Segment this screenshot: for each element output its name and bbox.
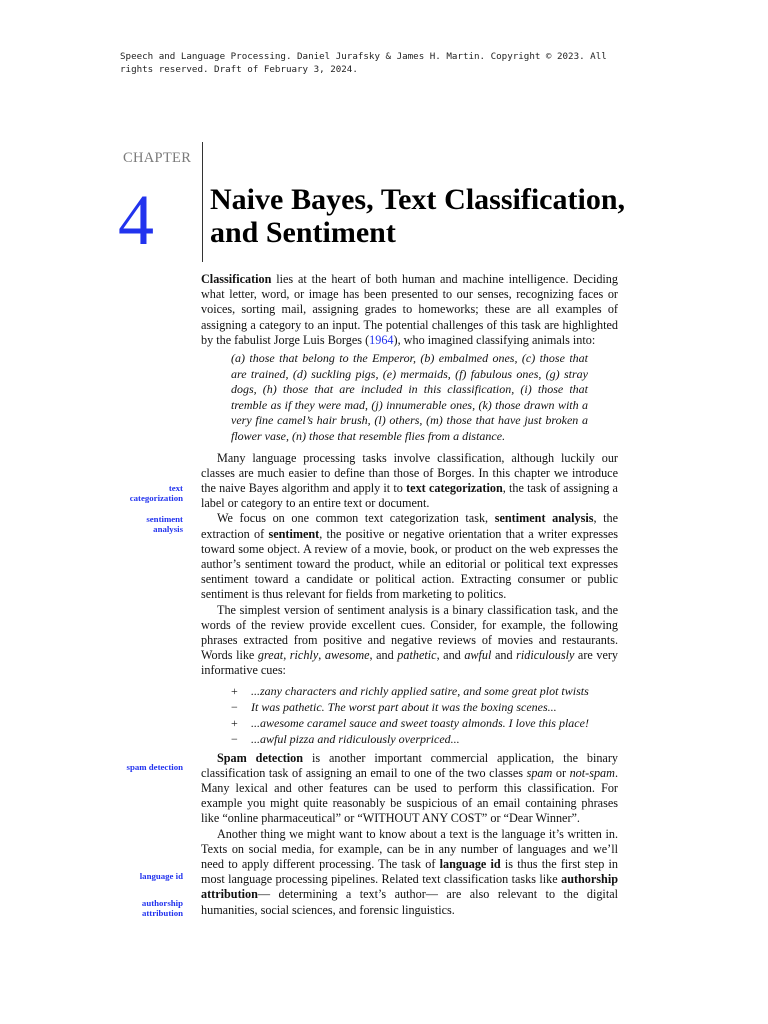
citation-link[interactable]: 1964 [369, 332, 394, 347]
chapter-title: Naive Bayes, Text Classification, and Sentiment [210, 183, 625, 249]
term-classification: Classification [201, 272, 272, 286]
paragraph-intro: Classification lies at the heart of both human and machine intelligence. Deciding what letter, word, or image has been presented to our senses, recognizing faces or voices, sorting mail, assigning grades to homeworks; these are all examples of assigning a category to an input. The potential challenges of this task are highlighted by the fabulist Jorge Luis Borges (1964), who imagined classifying animals into: [201, 272, 618, 347]
chapter-divider [202, 142, 203, 262]
chapter-label: CHAPTER [123, 150, 192, 166]
cue-item: + ...zany characters and richly applied satire, and some great plot twists [231, 683, 589, 698]
cue-item: − ...awful pizza and ridiculously overpriced... [231, 731, 460, 746]
paragraph-sentiment: We focus on one common text categorization task, sentiment analysis, the extraction of sentiment, the positive or negative orientation that a writer expresses toward some object. A review of a movie, book, or product on the web expresses the author’s sentiment toward the product, while an editorial or political text expresses sentiment toward a candidate or political action. Extracting consumer or public sentiment is thus relevant for fields from marketing to politics. [201, 511, 619, 602]
paragraph-language-id: Another thing we might want to know about a text is the language it’s written in. Texts on social media, for example, can be in any number of languages and we’ll need to apply different processing. The task of language id is thus the first step in most language processing pipelines. Related text classification tasks like authorship attribution— determining a text’s author— are also relevant to the digital humanities, social sciences, and forensic linguistics. [201, 826, 618, 917]
cue-item: − It was pathetic. The worst part about it was the boxing scenes... [231, 699, 557, 714]
term-sentiment-analysis: sentiment analysis [494, 511, 594, 526]
margin-note-text-categorization: text categorization [129, 483, 183, 503]
paragraph-text-categorization: Many language processing tasks involve classification, although luckily our classes are much easier to define than those of Borges. In this chapter we introduce the naive Bayes algorithm and apply it to text categorization, the task of assigning a label or category to an entire text or document. [201, 450, 618, 511]
margin-note-authorship-attribution: authorship attribution [141, 898, 183, 918]
term-authorship-attribution: authorship attribution [201, 872, 618, 902]
header-line-2: rights reserved. Draft of February 3, 2024. [120, 64, 358, 75]
term-spam-detection: Spam detection [217, 750, 304, 765]
chapter-body [201, 272, 618, 918]
term-sentiment: sentiment [268, 526, 320, 541]
running-header [120, 50, 640, 76]
margin-note-spam-detection: spam detection [126, 762, 183, 772]
term-language-id: language id [439, 857, 501, 872]
cue-item: + ...awesome caramel sauce and sweet toasty almonds. I love this place! [231, 715, 589, 730]
margin-note-sentiment-analysis: sentiment analysis [146, 514, 183, 534]
paragraph-spam-detection: Spam detection is another important commercial application, the binary classification task of assigning an email to one of the two classes spam or not-spam. Many lexical and other features can be used to perform this classification. For example you might quite reasonably be suspicious of an email containing phrases like “online pharmaceutical” or “WITHOUT ANY COST” or “Dear Winner”. [201, 750, 618, 826]
chapter-number: 4 [118, 180, 154, 260]
sentiment-cue-list [231, 683, 618, 747]
term-text-categorization: text categorization [406, 480, 503, 495]
margin-note-language-id: language id [139, 871, 183, 881]
paragraph-binary-classification: The simplest version of sentiment analysis is a binary classification task, and the words of the review provide excellent cues. Consider, for example, the following phrases extracted from positive and negative reviews of movies and restaurants. Words like great, richly, awesome, and pathetic, and awful and ridiculously are very informative cues: [201, 602, 619, 678]
borges-quote: (a) those that belong to the Emperor, (b) embalmed ones, (c) those that are trained, (d) suckling pigs, (e) mermaids, (f) fabulous ones, (g) stray dogs, (h) those that are included in this classification, (i) those that tremble as if they were mad, (j) innumerable ones, (k) those drawn with a very fine camel’s hair brush, (l) others, (m) those that have just broken a flower vase, (n) those that resemble flies from a distance. [231, 351, 588, 443]
header-line-1: Speech and Language Processing. Daniel Jurafsky & James H. Martin. Copyright © 2023. All [120, 51, 607, 62]
